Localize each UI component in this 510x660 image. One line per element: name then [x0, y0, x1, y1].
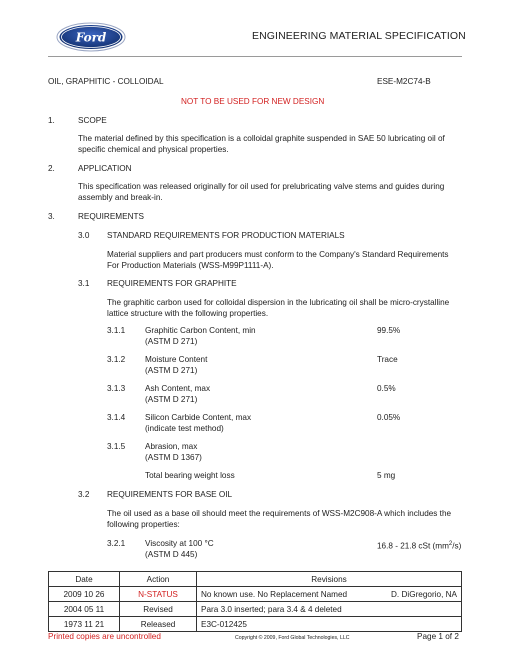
prop-num: 3.1.4 [107, 413, 126, 422]
section-2-num: 2. [48, 164, 55, 173]
revision-date: 1973 11 21 [49, 617, 120, 632]
revision-author: D. DiGregorio, NA [369, 587, 462, 602]
section-2-title: APPLICATION [78, 164, 132, 173]
section-3-2-num: 3.2 [78, 490, 90, 499]
section-2-body-l1: This specification was released originally for oil used for prelubricating valve stems and guides during [78, 182, 445, 191]
section-3-1-body-l1: The graphitic carbon used for colloidal dispersion in the lubricating oil shall be micro-crystalline [107, 298, 450, 307]
revision-action: Released [120, 617, 197, 632]
revision-header-action: Action [120, 572, 197, 587]
oil-prop-value-sup: 2 [448, 541, 453, 547]
prop-method: (ASTM D 271) [145, 337, 198, 346]
total-bearing-name: Total bearing weight loss [145, 471, 235, 480]
prop-num: 3.1.3 [107, 384, 126, 393]
oil-prop-value [377, 539, 461, 552]
revision-table [48, 571, 462, 632]
revision-row [49, 602, 462, 617]
revision-header-revisions: Revisions [197, 572, 462, 587]
prop-method: (ASTM D 271) [145, 395, 198, 404]
section-3-num: 3. [48, 212, 55, 221]
footer-copyright: Copyright © 2009, Ford Global Technologies, LLC [235, 635, 350, 641]
section-2-body-l2: assembly and break-in. [78, 193, 163, 202]
revision-header-row [49, 572, 462, 587]
ford-logo [56, 22, 126, 52]
section-3-0-body-l2: For Production Materials (WSS-M99P1111-A). [107, 261, 274, 270]
oil-prop-method: (ASTM D 445) [145, 550, 198, 559]
prop-value: 0.05% [377, 413, 401, 422]
prop-num: 3.1.2 [107, 355, 126, 364]
oil-prop-value-pre: 16.8 - 21.8 cSt (mm [377, 541, 449, 551]
section-3-1-title: REQUIREMENTS FOR GRAPHITE [107, 279, 237, 288]
prop-method: (indicate test method) [145, 424, 224, 433]
section-1-num: 1. [48, 116, 55, 125]
section-1-body-l2: specific chemical and physical properties. [78, 145, 229, 154]
header-title: ENGINEERING MATERIAL SPECIFICATION [252, 30, 466, 42]
prop-num: 3.1.5 [107, 442, 126, 451]
prop-method: (ASTM D 1367) [145, 453, 202, 462]
doc-name: OIL, GRAPHITIC - COLLOIDAL [48, 77, 164, 86]
section-3-2-title: REQUIREMENTS FOR BASE OIL [107, 490, 233, 499]
section-3-2-body-l2: following properties: [107, 520, 180, 529]
prop-value: 0.5% [377, 384, 396, 393]
section-3-title: REQUIREMENTS [78, 212, 144, 221]
doc-number: ESE-M2C74-B [377, 77, 431, 86]
footer-page: Page 1 of 2 [417, 632, 459, 641]
section-3-2-body-l1: The oil used as a base oil should meet the requirements of WSS-M2C908-A which includes the [107, 509, 452, 518]
total-bearing-value: 5 mg [377, 471, 396, 480]
revision-action: Revised [120, 602, 197, 617]
prop-name: Moisture Content [145, 355, 208, 364]
revision-header-date: Date [49, 572, 120, 587]
prop-value: 99.5% [377, 326, 401, 335]
prop-method: (ASTM D 271) [145, 366, 198, 375]
revision-date: 2009 10 26 [49, 587, 120, 602]
revision-action: N-STATUS [120, 587, 197, 602]
prop-num: 3.1.1 [107, 326, 126, 335]
footer-uncontrolled: Printed copies are uncontrolled [48, 632, 161, 641]
prop-name: Abrasion, max [145, 442, 198, 451]
section-3-1-body-l2: lattice structure with the following properties. [107, 309, 269, 318]
oil-prop-name: Viscosity at 100 °C [145, 539, 214, 548]
header-divider [48, 56, 462, 57]
oil-prop-num: 3.2.1 [107, 539, 126, 548]
revision-date: 2004 05 11 [49, 602, 120, 617]
section-3-0-num: 3.0 [78, 231, 90, 240]
prop-name: Graphitic Carbon Content, min [145, 326, 256, 335]
doc-notice: NOT TO BE USED FOR NEW DESIGN [181, 97, 325, 106]
revision-text: E3C-012425 [197, 617, 462, 632]
section-1-title: SCOPE [78, 116, 107, 125]
revision-text: Para 3.0 inserted; para 3.4 & 4 deleted [197, 602, 462, 617]
section-3-0-body-l1: Material suppliers and part producers must conform to the Company's Standard Requirements [107, 250, 449, 259]
section-1-body-l1: The material defined by this specification is a colloidal graphite suspended in SAE 50 lubricating oil of [78, 134, 445, 143]
section-3-1-num: 3.1 [78, 279, 90, 288]
prop-value: Trace [377, 355, 398, 364]
section-3-0-title: STANDARD REQUIREMENTS FOR PRODUCTION MATERIALS [107, 231, 345, 240]
revision-text: No known use. No Replacement Named [197, 587, 370, 602]
prop-name: Ash Content, max [145, 384, 211, 393]
oil-prop-value-post: /s) [452, 541, 462, 551]
revision-row [49, 587, 462, 602]
revision-row [49, 617, 462, 632]
prop-name: Silicon Carbide Content, max [145, 413, 252, 422]
ford-logo-text: Ford [75, 30, 107, 45]
